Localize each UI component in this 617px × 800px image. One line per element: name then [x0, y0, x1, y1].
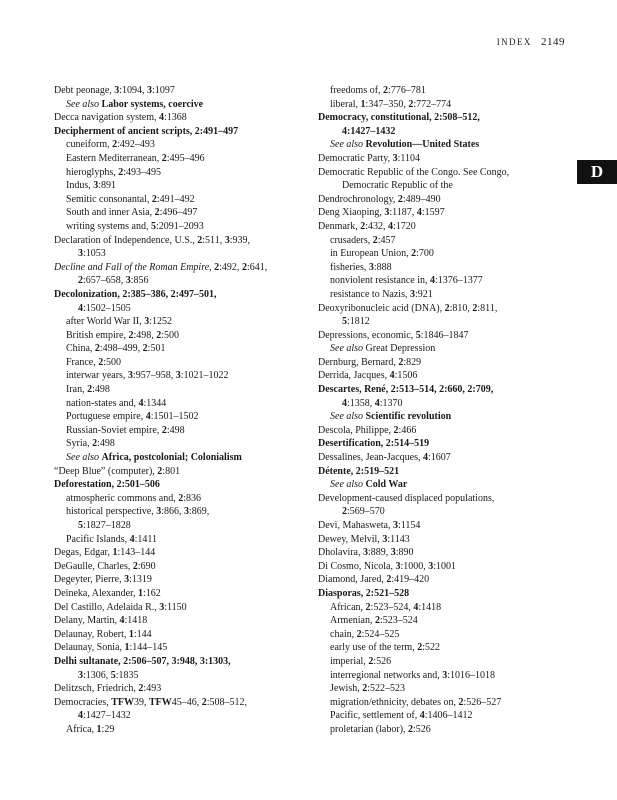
index-entry: Degas, Edgar, 1:143–144: [54, 547, 156, 559]
index-entry: Dendrochronology, 2:489–490: [318, 193, 441, 205]
index-subentry: Russian-Soviet empire, 2:498: [66, 424, 185, 436]
index-entry: Decipherment of ancient scripts, 2:491–497: [54, 125, 239, 137]
index-subentry: historical perspective, 3:866, 3:869,: [66, 506, 210, 518]
index-subentry: See also Revolution—United States: [330, 139, 480, 151]
index-entry: Degeyter, Pierre, 3:1319: [54, 574, 152, 586]
index-entry: Derrida, Jacques, 4:1506: [318, 370, 418, 382]
index-subentry: Pacific, settlement of, 4:1406–1412: [330, 710, 473, 722]
index-subentry: See also Labor systems, coercive: [66, 98, 204, 110]
index-entry-continuation: 2:657–658, 3:856: [78, 275, 149, 287]
index-subentry: interwar years, 3:957–958, 3:1021–1022: [66, 370, 229, 382]
index-entry: Democracy, constitutional, 2:508–512,: [318, 112, 480, 124]
index-entry: Dessalines, Jean-Jacques, 4:1607: [318, 452, 451, 464]
index-subentry: freedoms of, 2:776–781: [330, 85, 426, 96]
index-subentry: See also Great Depression: [330, 343, 436, 355]
index-entry: Del Castillo, Adelaida R., 3:1150: [54, 601, 187, 613]
index-entry: Deoxyribonucleic acid (DNA), 2:810, 2:811,: [318, 302, 498, 314]
index-entry: Dewey, Melvil, 3:1143: [318, 533, 410, 545]
index-subentry: resistance to Nazis, 3:921: [330, 288, 433, 300]
index-entry: Détente, 2:519–521: [318, 465, 400, 477]
index-entry: Decline and Fall of the Roman Empire, 2:492, 2:641,: [54, 261, 268, 273]
index-subentry: atmospheric commons and, 2:836: [66, 492, 201, 504]
index-subentry: migration/ethnicity, debates on, 2:526–527: [330, 696, 502, 708]
index-entry: Development-caused displaced populations,: [318, 492, 495, 504]
section-letter-tab: D: [577, 160, 617, 184]
index-entry-continuation: 5:1812: [342, 316, 370, 328]
index-entry: Di Cosmo, Nicola, 3:1000, 3:1001: [318, 560, 457, 572]
page-number: 2149: [541, 36, 565, 48]
index-subentry: China, 2:498–499, 2:501: [66, 343, 166, 355]
index-entry: Democracies, TFW39, TFW45–46, 2:508–512,: [54, 696, 248, 708]
running-header: [497, 36, 565, 48]
index-subentry: interregional networks and, 3:1016–1018: [330, 669, 495, 681]
index-entry: Depressions, economic, 5:1846–1847: [318, 329, 469, 341]
index-entry: Dholavira, 3:889, 3:890: [318, 547, 414, 559]
index-entry-continuation: 3:1053: [78, 248, 106, 260]
index-subentry: See also Africa, postcolonial; Colonialism: [66, 452, 242, 464]
index-column-left: [54, 84, 294, 737]
index-entry: Decolonization, 2:385–386, 2:497–501,: [54, 288, 217, 300]
index-subentry: chain, 2:524–525: [330, 628, 400, 640]
index-entry: Debt peonage, 3:1094, 3:1097: [54, 85, 175, 96]
index-subentry: See also Cold War: [330, 479, 408, 491]
index-entry: Delaunay, Robert, 1:144: [54, 628, 152, 640]
index-subentry: Pacific Islands, 4:1411: [66, 533, 158, 545]
index-entry: Deforestation, 2:501–506: [54, 479, 160, 491]
index-subentry: in European Union, 2:700: [330, 248, 434, 260]
index-entry: Deineka, Alexander, 1:162: [54, 587, 161, 599]
index-subentry: cuneiform, 2:492–493: [66, 139, 155, 151]
index-subentry: Portuguese empire, 4:1501–1502: [66, 411, 199, 423]
index-entry: Delaunay, Sonia, 1:144–145: [54, 642, 168, 654]
index-entry: Desertification, 2:514–519: [318, 438, 430, 450]
index-subentry: South and inner Asia, 2:496–497: [66, 207, 198, 219]
index-subentry: See also Scientific revolution: [330, 411, 452, 423]
index-subentry: Iran, 2:498: [66, 384, 110, 396]
header-label: INDEX: [496, 37, 532, 47]
index-entry: Diamond, Jared, 2:419–420: [318, 574, 430, 586]
index-column-right: [318, 84, 562, 737]
index-subentry: African, 2:523–524, 4:1418: [330, 601, 442, 613]
index-subentry: crusaders, 2:457: [330, 234, 396, 246]
index-subentry: proletarian (labor), 2:526: [330, 723, 431, 735]
index-entry: Declaration of Independence, U.S., 2:511, 3:939,: [54, 234, 250, 246]
index-subentry: fisheries, 3:888: [330, 261, 392, 273]
index-subentry: Semitic consonantal, 2:491–492: [66, 193, 195, 205]
index-entry: Democratic Party, 3:1104: [318, 152, 421, 164]
index-subentry: nonviolent resistance in, 4:1376–1377: [330, 275, 483, 287]
index-entry: Delhi sultanate, 2:506–507, 3:948, 3:1303,: [54, 655, 231, 667]
index-subentry: nation-states and, 4:1344: [66, 397, 167, 409]
index-entry: Delitzsch, Friedrich, 2:493: [54, 683, 162, 695]
index-subentry: hieroglyphs, 2:493–495: [66, 166, 161, 178]
index-entry: Denmark, 2:432, 4:1720: [318, 220, 416, 232]
index-subentry: Syria, 2:498: [66, 438, 115, 450]
index-entry-continuation: 5:1827–1828: [78, 520, 131, 531]
index-subentry: after World War II, 3:1252: [66, 316, 173, 328]
index-entry: Devi, Mahasweta, 3:1154: [318, 520, 421, 531]
index-subentry: Africa, 1:29: [66, 723, 115, 735]
index-subentry: British empire, 2:498, 2:500: [66, 329, 180, 341]
index-entry-continuation: 4:1427–1432: [342, 125, 396, 137]
index-entry: Delany, Martin, 4:1418: [54, 615, 148, 627]
index-entry-continuation: 4:1502–1505: [78, 302, 131, 314]
index-entry: Dernburg, Bernard, 2:829: [318, 356, 422, 368]
index-subentry: Indus, 3:891: [66, 180, 117, 192]
index-entry-continuation: 2:569–570: [342, 506, 385, 518]
index-entry: Deng Xiaoping, 3:1187, 4:1597: [318, 207, 445, 219]
index-subentry: liberal, 1:347–350, 2:772–774: [330, 98, 452, 110]
index-entry: Diasporas, 2:521–528: [318, 587, 410, 599]
index-subentry: Eastern Mediterranean, 2:495–496: [66, 152, 205, 164]
index-subentry: early use of the term, 2:522: [330, 642, 440, 654]
index-entry: Descartes, René, 2:513–514, 2:660, 2:709,: [318, 384, 494, 396]
index-entry: Democratic Republic of the Congo. See Congo,: [318, 166, 510, 178]
index-subentry: imperial, 2:526: [330, 655, 392, 667]
index-entry-continuation: Democratic Republic of the: [342, 180, 453, 192]
index-subentry: Armenian, 2:523–524: [330, 615, 418, 627]
index-entry: DeGaulle, Charles, 2:690: [54, 560, 156, 572]
index-subentry: writing systems and, 5:2091–2093: [66, 220, 204, 232]
index-subentry: France, 2:500: [66, 356, 121, 368]
index-entry: “Deep Blue” (computer), 2:801: [54, 465, 181, 477]
index-entry-continuation: 4:1427–1432: [78, 710, 131, 722]
index-entry: Descola, Philippe, 2:466: [318, 424, 417, 436]
index-subentry: Jewish, 2:522–523: [330, 683, 406, 695]
index-entry: Decca navigation system, 4:1368: [54, 112, 187, 124]
index-entry-continuation: 3:1306, 5:1835: [78, 669, 139, 681]
index-entry-continuation: 4:1358, 4:1370: [342, 397, 403, 409]
